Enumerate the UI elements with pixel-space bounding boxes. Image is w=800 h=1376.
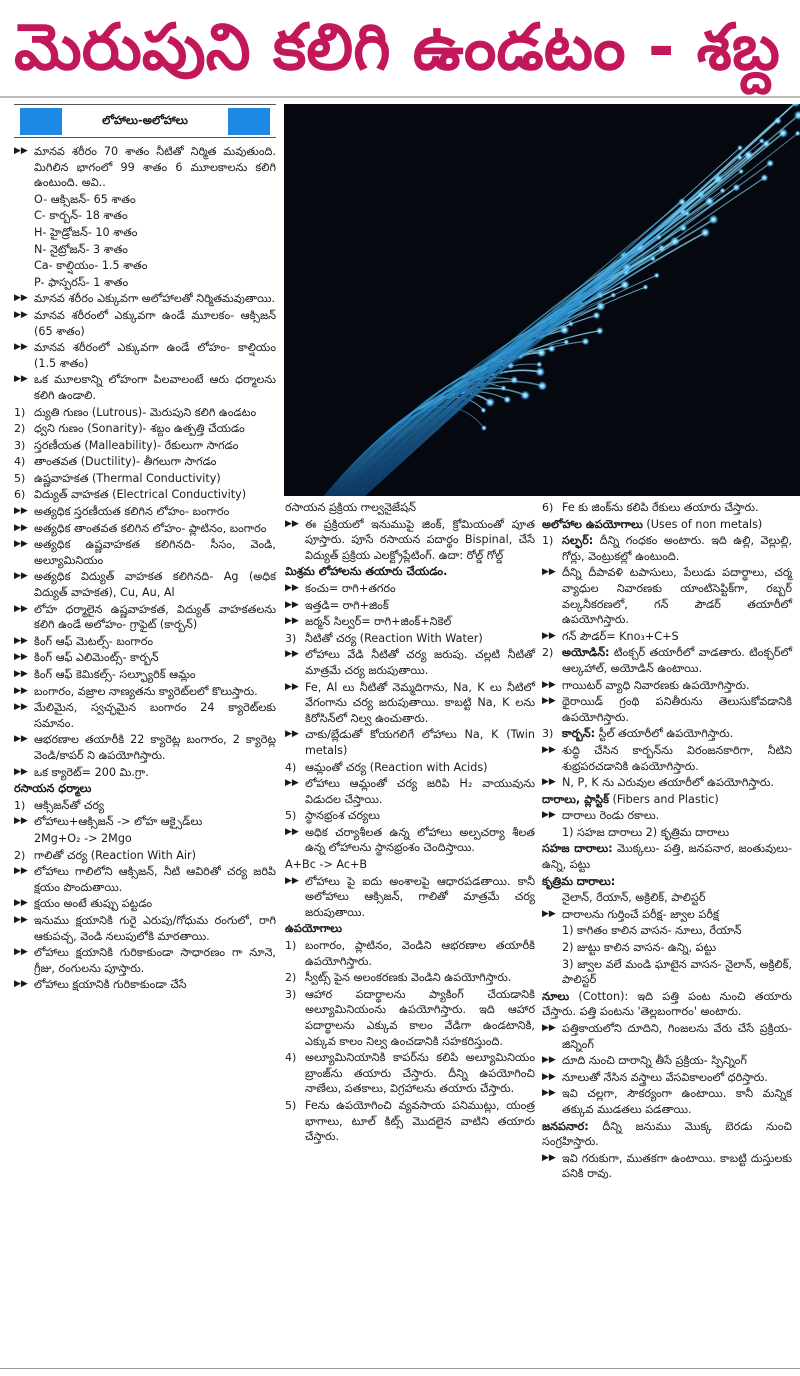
bullet-icon: ▶▶ — [14, 539, 28, 550]
item-text: Fe కు జింక్‌ను కలిపి రేకులు తయారు చేస్తారు. — [562, 501, 759, 514]
bullet-text: అత్యధిక ఉష్ణవాహకత కలిగినది- సీసం, వెండి, అల్యూమినియం — [34, 538, 276, 567]
bullet-icon: ▶▶ — [542, 679, 556, 690]
fiber-tip-glow — [737, 145, 743, 151]
subheading — [542, 792, 792, 808]
bullet-item — [14, 650, 276, 666]
indented-line — [14, 275, 276, 291]
bullet-text: శుద్ధి చేసిన కార్బన్‌ను విరంజనకారిగా, నీటిని శుభ్రపరచడానికి ఉపయోగిస్తారు. — [562, 743, 792, 773]
bullet-item — [285, 614, 535, 630]
bullet-item — [14, 896, 276, 912]
numbered-item — [542, 726, 792, 742]
fiber-tip-glow — [481, 425, 487, 431]
item-number: 6) — [542, 501, 554, 514]
bullet-icon: ▶▶ — [542, 1152, 556, 1163]
item-text: స్థానభ్రంశ చర్యలు — [305, 809, 380, 823]
bullet-icon: ▶▶ — [14, 766, 28, 777]
numbered-item — [14, 405, 276, 421]
bullet-icon: ▶▶ — [542, 696, 556, 707]
bullet-item — [285, 647, 535, 678]
bullet-item — [542, 907, 792, 923]
bullet-item — [542, 565, 792, 627]
numbered-item — [542, 533, 792, 564]
bullet-item — [14, 602, 276, 633]
bullet-item — [285, 776, 535, 807]
fiber-tip-glow — [643, 284, 649, 290]
bullet-item — [14, 144, 276, 191]
bullet-icon: ▶▶ — [14, 979, 28, 990]
fiber-tip-glow — [501, 385, 507, 391]
bullet-text: పత్తికాయలోని దూదిని, గింజలను వేరు చేసే ప్రక్రియ- జిన్నింగ్ — [562, 1022, 792, 1051]
bullet-icon: ▶▶ — [285, 649, 299, 660]
numbered-item — [14, 848, 276, 864]
item-text: దీన్ని గంధకం అంటారు. ఇది ఉల్లి, వెల్లుల్లి, గోర్లు, వెంట్రుకల్లో ఉంటుంది. — [562, 534, 792, 563]
bullet-item — [14, 521, 276, 537]
item-term: అయోడిన్: — [562, 646, 610, 660]
bullet-icon: ▶▶ — [14, 914, 28, 925]
bullet-text: మేలిమైన, స్వచ్ఛమైన బంగారం 24 క్యారెట్‌లకు సమానం. — [34, 701, 276, 730]
bullet-icon: ▶▶ — [14, 816, 28, 827]
bullet-item — [14, 732, 276, 763]
bullet-text: ఆభరణాల తయారీకి 22 క్యారెట్ల బంగారం, 2 క్యారెట్ల వెండి/కాపర్ ని ఉపయోగిస్తారు. — [34, 733, 276, 762]
subheading-text: రసాయన ధర్మాలు — [14, 782, 92, 796]
item-number: 3) — [285, 631, 297, 645]
indented-line — [14, 225, 276, 241]
bullet-text: లోహాలు గాలిలోని ఆక్సిజన్, నీటి ఆవిరితో చర్య జరిపి క్షయం పొందుతాయి. — [34, 865, 276, 894]
bullet-item — [285, 727, 535, 758]
bullet-text: క్షయం అంటే తుప్పు పట్టడం — [34, 897, 153, 911]
item-text: ఆహార పదార్థాలను ప్యాకింగ్ చేయడానికి అల్యూమినియంను ఉపయోగిస్తారు. ఇది ఆహార పదార్థాలను ఎక్కువ కాలం వేడిగా ఉండటానికి, ఎక్కువ కాలం నిల్వ ఉంచడానికి సహకరిస్తుంది. — [305, 987, 535, 1048]
column-1 — [14, 100, 276, 994]
numbered-item — [285, 760, 535, 776]
bullet-text: మానవ శరీరం 70 శాతం నీటితో నిర్మిత మవుతుంది. మిగిలిన భాగంలో 99 శాతం 6 మూలకాలను కలిగి ఉంటుంది. అవి.. — [34, 145, 276, 190]
bullet-text: గాయిటర్ వ్యాధి నివారణకు ఉపయోగిస్తారు. — [562, 678, 750, 692]
bullet-item — [14, 977, 276, 993]
subheading — [285, 564, 535, 580]
subheading-text: మొక్కలు- పత్తి, జనపనార, జంతువులు- ఉన్ని, పట్టు — [542, 842, 792, 872]
bullet-item — [542, 1086, 792, 1117]
bullet-item — [14, 700, 276, 731]
bullet-item — [14, 372, 276, 403]
bullet-text: ఒక మూలకాన్ని లోహంగా పిలవాలంటే ఆరు ధర్మాలను కలిగి ఉండాలి. — [34, 373, 276, 402]
section-header — [14, 104, 276, 138]
line-text: P- ఫాస్పరస్- 1 శాతం — [34, 275, 129, 289]
bullet-text: కింగ్ ఆఫ్ మెటల్స్- బంగారం — [34, 634, 154, 648]
bullet-icon: ▶▶ — [285, 778, 299, 789]
subheading-text: కృత్రిమ దారాలు: — [542, 874, 616, 888]
bullet-text: మానవ శరీరం ఎక్కువగా అలోహాలతో నిర్మితమవుతాయి. — [34, 292, 276, 306]
bullet-text: చాకు/బ్లేడుతో కోయగలిగే లోహాలు Na, K (Twin metals) — [305, 728, 535, 757]
item-number: 2) — [542, 646, 554, 660]
item-text: అల్యూమినియానికి కాపర్‌ను కలిపి అల్యూమినియం బ్రాంజ్‌ను తయారు చేస్తారు. దీన్ని ఉపయోగించి నాణేలు, పతకాలు, విగ్రహాలను తయారు చేస్తారు. — [305, 1051, 535, 1096]
bullet-text: లోహాలు వేడి నీటితో చర్య జరుపు. చల్లటి నీటితో మాత్రమే చర్య జరుపుతాయి. — [305, 648, 535, 677]
bullet-icon: ▶▶ — [285, 518, 299, 529]
fiber-tip-glow — [778, 128, 788, 138]
fiber-tip-glow — [520, 390, 530, 400]
numbered-item — [285, 938, 535, 969]
item-text: బంగారం, ప్లాటినం, వెండిని ఆభరణాల తయారీకి ఉపయోగిస్తారు. — [305, 939, 535, 968]
bullet-item — [542, 743, 792, 774]
item-text: ధ్వని గుణం (Sonarity)- శబ్దం ఉత్పత్తి చేయడం — [34, 422, 245, 436]
bullet-icon: ▶▶ — [14, 734, 28, 745]
bullet-item — [285, 581, 535, 597]
fiber-tip-glow — [593, 311, 601, 319]
numbered-item — [14, 798, 276, 814]
bullet-icon: ▶▶ — [14, 309, 28, 320]
subheading-text: మిశ్రమ లోహాలను తయారు చేయడం. — [285, 565, 448, 579]
subheading — [542, 841, 792, 872]
subheading-text: (Uses of non metals) — [642, 517, 763, 531]
item-text: స్తరణీయత (Malleability)- రేకులుగా సాగడం — [34, 438, 239, 452]
indented-line — [14, 208, 276, 224]
bullet-text: కింగ్ ఆఫ్ ఎలిమెంట్స్- కార్బన్ — [34, 651, 159, 665]
item-number: 6) — [14, 488, 26, 502]
bullet-item — [14, 634, 276, 650]
item-term: కార్బన్: — [562, 727, 596, 741]
bullet-text: బంగారం, వజ్రాల నాణ్యతను క్యారెట్‌లలో కొలుస్తారు. — [34, 684, 258, 698]
fiber-tip-glow — [535, 367, 545, 377]
bullet-item — [285, 874, 535, 921]
bullet-icon: ▶▶ — [542, 810, 556, 821]
bullet-icon: ▶▶ — [542, 1071, 556, 1082]
bullet-icon: ▶▶ — [14, 898, 28, 909]
bullet-item — [14, 765, 276, 781]
subheading-term: దారాలు, ప్లాస్టిక్ — [542, 792, 609, 806]
item-number: 3) — [542, 727, 554, 741]
bullet-text: దూది నుంచి దారాన్ని తీసే ప్రక్రియ- స్పిన్నింగ్ — [562, 1054, 747, 1068]
bullet-item — [285, 517, 535, 564]
subheading — [542, 874, 792, 890]
item-number: 1) — [285, 939, 297, 953]
fiber-tip-glow — [760, 174, 768, 182]
bullet-text: ఈ ప్రక్రియలో ఇనుముపై జింక్, క్రోమియంతో పూత పూస్తారు. పూసే రసాయన పదార్థం Bispinal, చేసే విద్యుత్ ప్రక్రియ ఎలక్ట్రోప్లేటింగ్. ఉదా: రోల్డ్ గోల్డ్ — [305, 517, 535, 562]
item-number: 2) — [285, 971, 297, 985]
bullet-text: Fe, Al లు నీటితో నెమ్మదిగాను, Na, K లు నీటిలో వేగంగాను చర్య జరుపుతాయి. కాబట్టి Na, K లను కిరోసిన్‌లో నిల్వ ఉంచుతారు. — [305, 680, 535, 725]
indented-line — [542, 940, 792, 956]
item-text: టింక్చర్ తయారీలో వాడతారు. టింక్చర్‌లో ఆల్కహాల్, అయోడిన్ ఉంటాయి. — [562, 646, 792, 675]
bullet-item — [14, 569, 276, 600]
blue-square-right — [228, 108, 270, 135]
bullet-icon: ▶▶ — [14, 603, 28, 614]
item-text: నీటితో చర్య (Reaction With Water) — [305, 631, 483, 645]
bullet-icon: ▶▶ — [14, 571, 28, 582]
bullet-icon: ▶▶ — [542, 908, 556, 919]
numbered-item — [285, 970, 535, 986]
bullet-text: దీన్ని దీపావళి టపాసులు, పేలుడు పదార్థాలు, చర్మ వ్యాధుల నివారణకు యాంటిసెప్టిక్‌గా, రబ్బర్ వల్కనీకరణలో, గన్ పౌడర్ తయారీలో ఉపయోగిస్తారు. — [562, 566, 792, 627]
bullet-item — [14, 291, 276, 307]
bullet-item — [285, 598, 535, 614]
bullet-item — [285, 680, 535, 727]
numbered-item — [14, 421, 276, 437]
bullet-item — [542, 1070, 792, 1086]
bullet-item — [542, 808, 792, 824]
bullet-text: అత్యధిక స్తరణీయత కలిగిన లోహం- బంగారం — [34, 505, 230, 519]
indented-line — [14, 192, 276, 208]
column-3 — [542, 500, 792, 1183]
bullet-icon: ▶▶ — [14, 293, 28, 304]
subheading — [542, 517, 792, 533]
line-text: A+Bc -> Ac+B — [285, 858, 368, 872]
line-text: రసాయన ప్రక్రియ గాల్వనైజేషన్ — [285, 501, 416, 514]
line-text: 2) జుట్టు కాలిన వాసన- ఉన్ని, పట్టు — [562, 941, 717, 955]
item-number: 5) — [14, 471, 26, 485]
bullet-text: ఇవి చల్లగా, సౌకర్యంగా ఉంటాయి. కానీ మన్నిక తక్కువ ముడతలు పడతాయి. — [562, 1087, 792, 1116]
subheading-text: (Cotton): ఇది పత్తి పంట నుంచి తయారు చేస్తారు. పత్తి పంటను 'తెల్లబంగారం' అంటారు. — [542, 989, 792, 1019]
item-text: స్వీట్స్ పైన అలంకరణకు వెండిని ఉపయోగిస్తారు. — [305, 971, 512, 985]
numbered-item — [14, 487, 276, 503]
indented-line — [542, 825, 792, 841]
bullet-text: ఇనుము క్షయానికి గురై ఎరుపు/గోధుమ రంగులో, రాగి ఆకుపచ్చ, వెండి నలుపులోకి మారతాయి. — [34, 913, 276, 943]
subheading — [542, 989, 792, 1020]
fiber-optic-image — [284, 104, 800, 496]
bullet-icon: ▶▶ — [542, 744, 556, 755]
bullet-text: లోహాలు పై ఐదు అంశాలపై ఆధారపడతాయి. కానీ అలోహాలు ఆక్సిజన్, గాలితో మాత్రమే చర్య జరుపుతాయి. — [305, 874, 535, 919]
bullet-icon: ▶▶ — [285, 616, 299, 627]
line-text: 1) సహజ దారాలు 2) కృత్రిమ దారాలు — [562, 825, 730, 839]
bullet-icon: ▶▶ — [14, 146, 28, 156]
indented-line — [14, 258, 276, 274]
fiber-tip-glow — [548, 345, 556, 353]
line-text: N- నైట్రోజన్- 3 శాతం — [34, 242, 128, 256]
subheading-text: (Fibers and Plastic) — [608, 792, 719, 806]
bullet-icon: ▶▶ — [14, 635, 28, 646]
indented-line — [14, 831, 276, 847]
text-line — [285, 857, 535, 873]
bullet-text: దారాలు రెండు రకాలు. — [562, 809, 660, 823]
bullet-item — [542, 678, 792, 694]
bullet-text: థైరాయిడ్ గ్రంథి పనితీరును తెలుసుకోవడానికి ఉపయోగిస్తారు. — [562, 695, 792, 724]
fiber-tip-glow — [503, 396, 511, 404]
bullet-icon: ▶▶ — [285, 826, 299, 837]
fiber-tip-glow — [766, 159, 774, 167]
bullet-item — [14, 340, 276, 371]
bullet-item — [14, 537, 276, 568]
numbered-item — [542, 645, 792, 676]
item-number: 4) — [285, 760, 297, 774]
subheading — [285, 921, 535, 937]
bullet-icon: ▶▶ — [14, 652, 28, 663]
item-text: తాంతవత (Ductility)- తీగలుగా సాగడం — [34, 455, 217, 469]
item-number: 4) — [14, 455, 26, 469]
indented-line — [542, 923, 792, 939]
bullet-item — [542, 629, 792, 645]
section-header-label: లోహాలు-అలోహాలు — [102, 113, 188, 127]
bullet-text: N, P, K ను ఎరువుల తయారీలో ఉపయోగిస్తారు. — [562, 776, 774, 790]
bullet-item — [14, 667, 276, 683]
bullet-text: లోహాలు+ఆక్సిజన్ -> లోహ ఆక్సైడ్‌లు — [34, 815, 203, 829]
line-text: O- ఆక్సిజన్- 65 శాతం — [34, 192, 136, 206]
bullet-icon: ▶▶ — [285, 599, 299, 610]
bullet-text: అత్యధిక తాంతవత కలిగిన లోహం- ప్లాటినం, బంగారం — [34, 521, 267, 535]
numbered-item — [14, 471, 276, 487]
bullet-item — [14, 504, 276, 520]
line-text: Ca- కాల్షియం- 1.5 శాతం — [34, 259, 148, 273]
bullet-icon: ▶▶ — [14, 947, 28, 958]
numbered-item — [285, 631, 535, 647]
item-text: ఆక్సిజన్‌తో చర్య — [34, 798, 105, 812]
subheading — [542, 1119, 792, 1150]
subheading-text: ఉపయోగాలు — [285, 922, 342, 936]
bullet-icon: ▶▶ — [14, 374, 28, 385]
bullet-text: లోహాలు క్షయానికి గురికాకుండా సాధారణం గా నూనె, గ్రీజు, రంగులను పూస్తారు. — [34, 946, 276, 975]
fiber-tip-glow — [537, 381, 547, 391]
bullet-item — [14, 913, 276, 944]
bullet-item — [14, 814, 276, 830]
item-text: ఉష్ణవాహకత (Thermal Conductivity) — [34, 471, 221, 485]
fiber-tip-glow — [654, 272, 660, 278]
item-number: 1) — [542, 534, 554, 548]
item-number: 1) — [14, 798, 26, 812]
bullet-text: ఇత్తడి= రాగి+జింక్ — [305, 598, 389, 612]
numbered-item — [14, 438, 276, 454]
fiber-tip-glow — [485, 397, 495, 407]
bottom-rule — [0, 1368, 800, 1369]
bullet-item — [542, 694, 792, 725]
item-number: 5) — [285, 809, 297, 823]
item-text: స్టీల్ తయారీలో ఉపయోగిస్తారు. — [595, 727, 734, 741]
item-text: గాలితో చర్య (Reaction With Air) — [34, 848, 196, 862]
bullet-icon: ▶▶ — [285, 875, 299, 886]
item-number: 5) — [285, 1098, 297, 1112]
item-number: 2) — [14, 848, 26, 862]
bullet-item — [542, 1053, 792, 1069]
fiber-tip-glow — [700, 228, 710, 238]
bullet-icon: ▶▶ — [14, 702, 28, 713]
bullet-icon: ▶▶ — [14, 522, 28, 533]
bullet-item — [14, 864, 276, 895]
bullet-text: నూలుతో నేసిన వస్త్రాలు వేసవికాలంలో ధరిస్తారు. — [562, 1070, 768, 1084]
subheading-term: సహజ దారాలు: — [542, 842, 613, 856]
bullet-icon: ▶▶ — [285, 582, 299, 593]
item-text: Feను ఉపయోగించి వ్యవసాయ పనిముట్లు, యంత్ర భాగాలు, టూల్ కిట్స్ మొదలైన వాటిని తయారు చేస్తారు. — [305, 1098, 535, 1144]
fiber-tip-glow — [510, 376, 518, 384]
line-text: H- హైడ్రోజన్- 10 శాతం — [34, 225, 138, 239]
bullet-icon: ▶▶ — [542, 630, 556, 641]
item-number: 2) — [14, 422, 26, 436]
column-2 — [285, 500, 535, 1146]
bullet-text: ఒక క్యారెట్= 200 మి.గ్రా. — [34, 765, 149, 779]
subheading-term: అలోహాల ఉపయోగాలు — [542, 517, 643, 531]
bullet-icon: ▶▶ — [14, 342, 28, 353]
subheading — [14, 781, 276, 797]
subheading-term: జనపనార: — [542, 1119, 589, 1133]
line-text: 2Mg+O₂ -> 2Mgo — [34, 831, 132, 845]
line-text: 1) కాగితం కాలిన వాసన- నూలు, రేయాన్ — [562, 924, 742, 938]
subheading-term: నూలు — [542, 989, 570, 1003]
bullet-item — [14, 308, 276, 339]
bullet-text: మానవ శరీరంలో ఎక్కువగా ఉండే లోహం- కాల్షియం (1.5 శాతం) — [34, 341, 276, 370]
bullet-text: జర్మన్ సిల్వర్= రాగి+జింక్+నికెల్ — [305, 615, 452, 629]
numbered-item — [285, 1050, 535, 1097]
title-rule — [0, 96, 800, 98]
fiber-tip-glow — [596, 327, 604, 335]
item-text: ద్యుతి గుణం (Lutrous)- మెరుపుని కలిగి ఉండటం — [34, 405, 257, 419]
bullet-text: కంచు= రాగి+తగరం — [305, 581, 396, 595]
bullet-icon: ▶▶ — [542, 1023, 556, 1033]
bullet-icon: ▶▶ — [542, 1055, 556, 1066]
indented-line — [542, 957, 792, 988]
item-number: 3) — [14, 438, 26, 452]
bullet-item — [14, 945, 276, 976]
page-title: మెరుపుని కలిగి ఉండటం - శబ్ద — [14, 11, 780, 85]
numbered-item — [14, 454, 276, 470]
bullet-icon: ▶▶ — [542, 777, 556, 788]
bullet-icon: ▶▶ — [14, 866, 28, 877]
bullet-text: అధిక చర్యాశీలత ఉన్న లోహాలు అల్పచర్యా శీలత ఉన్న లోహాలను స్థానభ్రంశం చెందిస్తాయి. — [305, 825, 535, 855]
bullet-item — [14, 684, 276, 700]
numbered-item — [285, 808, 535, 824]
indented-line — [542, 890, 792, 906]
fiber-tip-glow — [582, 337, 590, 345]
fiber-tip-glow — [480, 407, 486, 413]
bullet-icon: ▶▶ — [14, 669, 28, 679]
bullet-icon: ▶▶ — [542, 1088, 556, 1099]
item-number: 1) — [14, 405, 26, 419]
numbered-item — [285, 1098, 535, 1145]
bullet-text: లోహాలు ఆమ్లంతో చర్య జరిపి H₂ వాయువును విడుదల చేస్తాయి. — [305, 777, 535, 806]
fiber-tip-glow — [709, 215, 719, 225]
line-text: C- కార్బన్- 18 శాతం — [34, 209, 128, 223]
bullet-text: లోహాలు క్షయానికి గురికాకుండా చేసే — [34, 978, 187, 992]
indented-line — [14, 242, 276, 258]
bullet-item — [285, 825, 535, 856]
item-text: ఆమ్లంతో చర్య (Reaction with Acids) — [305, 760, 488, 774]
numbered-item — [542, 500, 792, 516]
item-term: సల్ఫర్: — [562, 534, 594, 548]
numbered-item — [285, 987, 535, 1049]
bullet-text: కింగ్ ఆఫ్ కెమికల్స్- సల్ఫ్యూరిక్ ఆమ్లం — [34, 668, 196, 681]
bullet-item — [542, 775, 792, 791]
bullet-icon: ▶▶ — [285, 729, 299, 740]
bullet-text: లోహ ధర్మాలైన ఉష్ణవాహకత, విద్యుత్ వాహకతలను కలిగి ఉండే అలోహం- గ్రాఫైట్ (కార్బన్) — [34, 602, 276, 632]
bullet-item — [542, 1151, 792, 1182]
bullet-icon: ▶▶ — [14, 685, 28, 696]
bullet-item — [542, 1021, 792, 1052]
line-text: నైలాన్, రేయాన్, అక్రిలిక్, పాలిస్టర్ — [562, 891, 706, 905]
bullet-text: అత్యధిక విద్యుత్ వాహకత కలిగినది- Ag (అధిక విద్యుత్ వాహకత), Cu, Au, Al — [34, 570, 276, 600]
item-number: 3) — [285, 987, 297, 1001]
item-number: 4) — [285, 1051, 297, 1065]
line-text: 3) జ్వాల వలే మండి ఘాటైన వాసన- నైలాన్, అక్రిలిక్, పాలిస్టర్ — [562, 957, 792, 987]
bullet-text: మానవ శరీరంలో ఎక్కువగా ఉండే మూలకం- ఆక్సిజన్ (65 శాతం) — [34, 308, 276, 338]
item-text: విద్యుత్ వాహకత (Electrical Conductivity) — [34, 488, 247, 502]
bullet-text: గన్ పౌడర్= Kno₃+C+S — [562, 629, 679, 643]
fiber-tip-glow — [536, 361, 542, 367]
bullet-icon: ▶▶ — [542, 567, 556, 578]
bullet-icon: ▶▶ — [285, 681, 299, 692]
fiber-optic-illustration — [284, 104, 800, 496]
bullet-icon: ▶▶ — [14, 506, 28, 517]
subheading-text: దీన్ని జనుము మొక్క బెరడు నుంచి సంగ్రహిస్తారు. — [542, 1119, 792, 1149]
bullet-text: దారాలను గుర్తించే పరీక్ష- జ్వాల పరీక్ష — [562, 907, 719, 921]
text-line — [285, 500, 535, 516]
bullet-text: ఇవి గరుకుగా, ముతకగా ఉంటాయి. కాబట్టి దుస్తులకు పనికి రావు. — [562, 1151, 792, 1181]
